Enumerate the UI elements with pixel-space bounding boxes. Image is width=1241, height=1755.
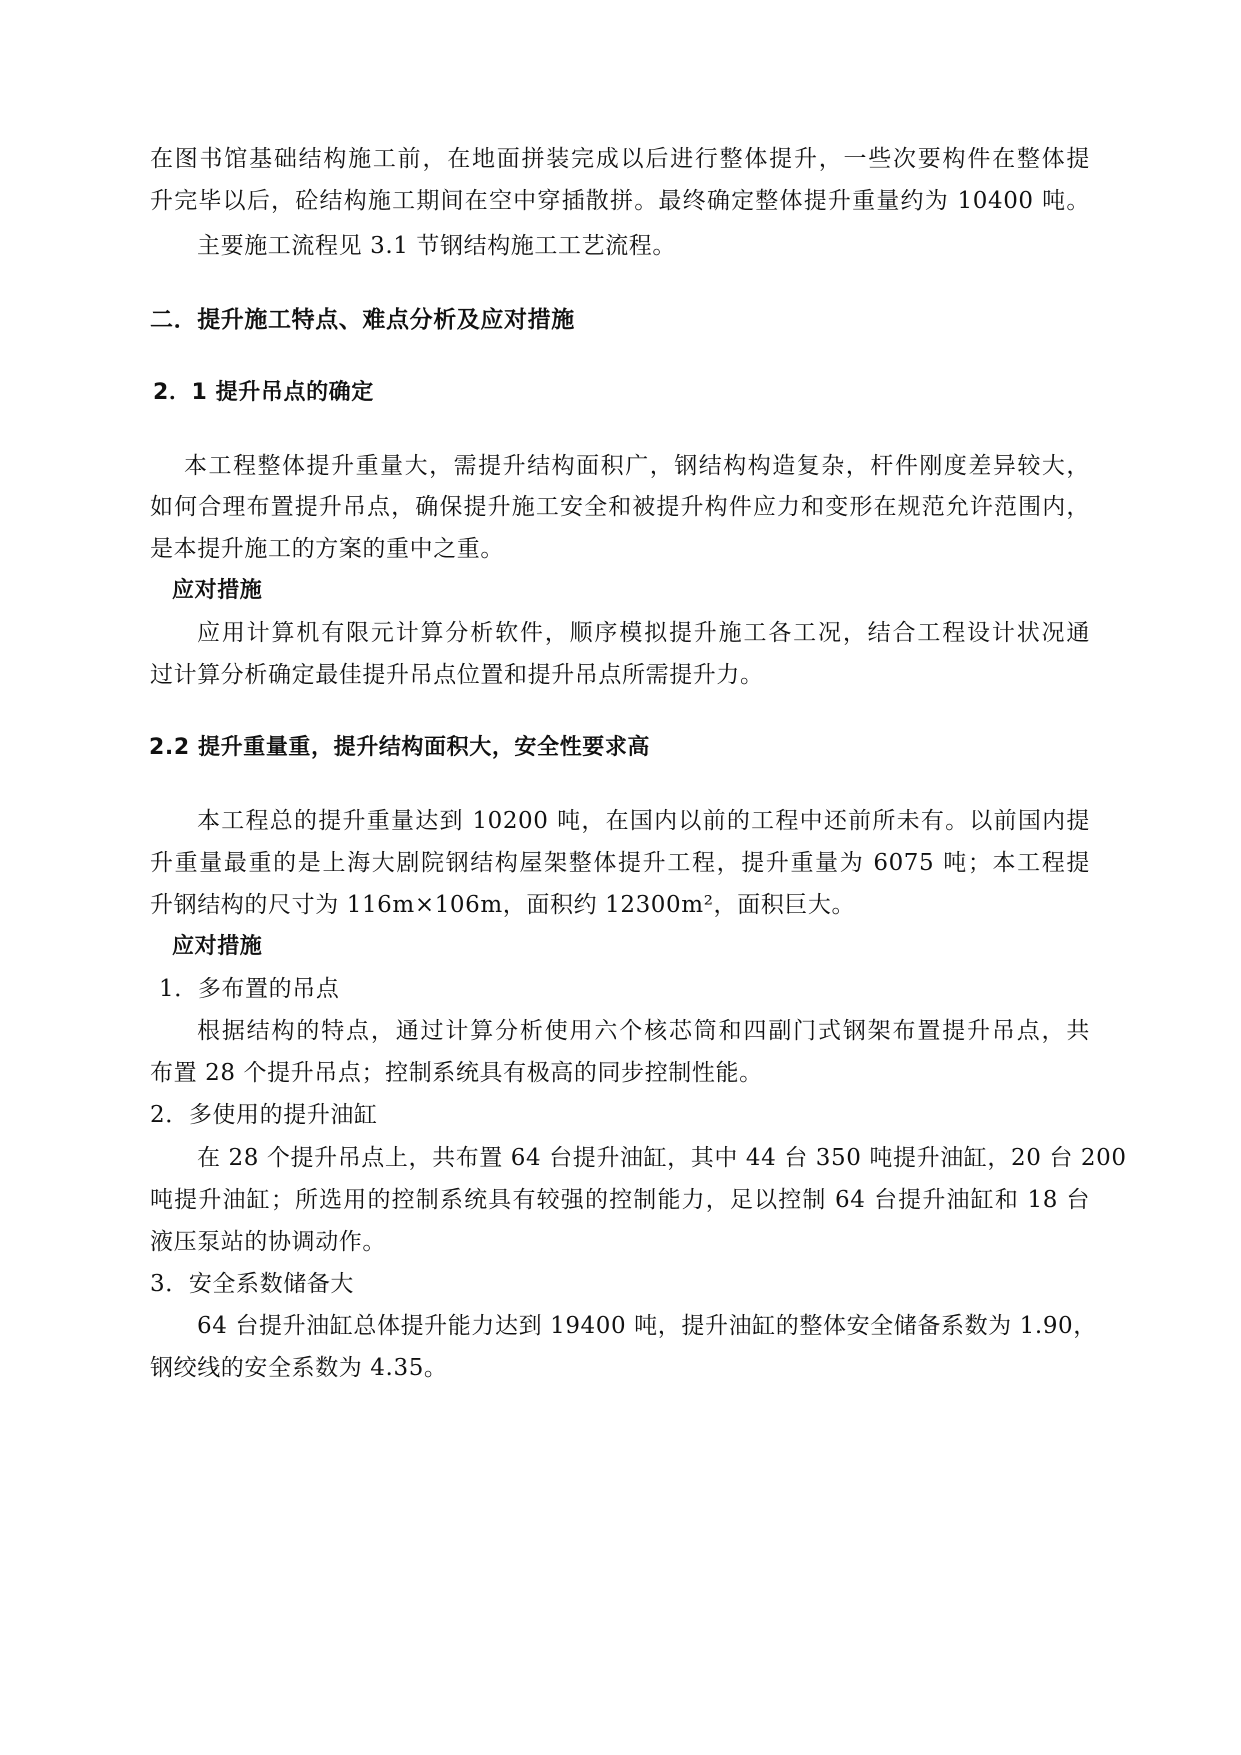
sub22-para-line-3: 升钢结构的尺寸为 116m×106m，面积约 12300m²，面积巨大。 bbox=[150, 892, 856, 918]
sub21-measures-line-2: 过计算分析确定最佳提升吊点位置和提升吊点所需提升力。 bbox=[150, 662, 764, 688]
sub21-para-line-2: 如何合理布置提升吊点，确保提升施工安全和被提升构件应力和变形在规范允许范围内， bbox=[150, 494, 1090, 520]
item-1-line-1: 根据结构的特点，通过计算分析使用六个核芯筒和四副门式钢架布置提升吊点，共 bbox=[197, 1018, 1090, 1044]
sub21-measures-line-1: 应用计算机有限元计算分析软件，顺序模拟提升施工各工况，结合工程设计状况通 bbox=[197, 620, 1090, 646]
sub22-measures-label: 应对措施 bbox=[172, 934, 263, 959]
intro-line-3: 主要施工流程见 3.1 节钢结构施工工艺流程。 bbox=[197, 233, 676, 259]
item-2-line-1: 在 28 个提升吊点上，共布置 64 台提升油缸，其中 44 台 350 吨提升油缸，20 台 200 bbox=[197, 1145, 1127, 1171]
sub21-measures-label: 应对措施 bbox=[172, 578, 263, 603]
item-3-line-2: 钢绞线的安全系数为 4.35。 bbox=[150, 1355, 448, 1381]
item-1-title: 1．多布置的吊点 bbox=[159, 976, 340, 1002]
sub21-para-line-3: 是本提升施工的方案的重中之重。 bbox=[150, 536, 504, 562]
sub21-para-line-1: 本工程整体提升重量大，需提升结构面积广，钢结构构造复杂，杆件刚度差异较大， bbox=[184, 453, 1090, 479]
subsection-heading-2-2: 2.2 提升重量重，提升结构面积大，安全性要求高 bbox=[149, 735, 651, 760]
item-3-line-1: 64 台提升油缸总体提升能力达到 19400 吨，提升油缸的整体安全储备系数为 1.90， bbox=[197, 1313, 1097, 1339]
sub22-para-line-1: 本工程总的提升重量达到 10200 吨，在国内以前的工程中还前所未有。以前国内提 bbox=[197, 808, 1090, 834]
intro-line-2: 升完毕以后，砼结构施工期间在空中穿插散拼。最终确定整体提升重量约为 10400 吨。 bbox=[150, 188, 1090, 214]
item-3-title: 3．安全系数储备大 bbox=[150, 1271, 355, 1297]
item-1-line-2: 布置 28 个提升吊点；控制系统具有极高的同步控制性能。 bbox=[150, 1060, 763, 1086]
item-2-title: 2．多使用的提升油缸 bbox=[150, 1102, 378, 1128]
item-2-line-2: 吨提升油缸；所选用的控制系统具有较强的控制能力，足以控制 64 台提升油缸和 18 台 bbox=[150, 1187, 1090, 1213]
subsection-heading-2-1: 2．1 提升吊点的确定 bbox=[153, 380, 374, 405]
section-heading-2: 二．提升施工特点、难点分析及应对措施 bbox=[150, 307, 575, 333]
item-2-line-3: 液压泵站的协调动作。 bbox=[150, 1229, 386, 1255]
intro-line-1: 在图书馆基础结构施工前，在地面拼装完成以后进行整体提升，一些次要构件在整体提 bbox=[150, 146, 1090, 172]
sub22-para-line-2: 升重量最重的是上海大剧院钢结构屋架整体提升工程，提升重量为 6075 吨；本工程提 bbox=[150, 850, 1090, 876]
